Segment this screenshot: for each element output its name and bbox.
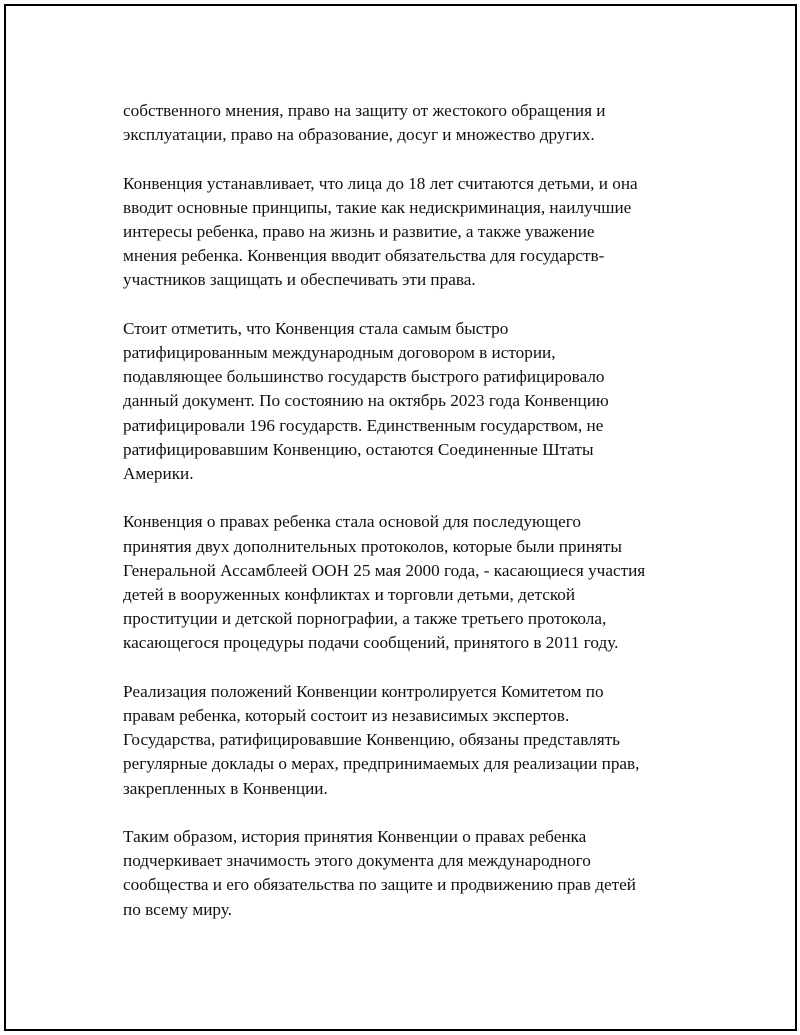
paragraph: Конвенция о правах ребенка стала основой для последующего принятия двух дополнительных протоколов, которые были приняты Генеральной Ассамблеей ООН 25 мая 2000 года, - касающиеся участия детей в вооруженных конфликтах и торговли детьми, детской проституции и детской порнографии, а также третьего протокола, касающегося процедуры подачи сообщений, принятого в 2011 году. xyxy=(123,512,646,653)
paragraph: Реализация положений Конвенции контролируется Комитетом по правам ребенка, который состоит из независимых экспертов. Государства, ратифицировавшие Конвенцию, обязаны представлять регулярные доклады о мерах, предпринимаемых для реализации прав, закрепленных в Конвенции. xyxy=(123,681,640,798)
paragraph: Стоит отметить, что Конвенция стала самым быстро ратифицированным международным договором в истории, подавляющее большинство государств быстрого ратифицировало данный документ. По состоянию на октябрь 2023 года Конвенцию ратифицировали 196 государств. Единственным государством, не ратифицировавшим Конвенцию, остаются Соединенные Штаты Америки. xyxy=(123,318,609,484)
paragraph: Таким образом, история принятия Конвенции о правах ребенка подчеркивает значимость этого документа для международного сообщества и его обязательства по защите и продвижению прав детей по всему миру. xyxy=(123,827,636,919)
paragraph: Конвенция устанавливает, что лица до 18 лет считаются детьми, и она вводит основные принципы, такие как недискриминация, наилучшие интересы ребенка, право на жизнь и развитие, а также уважение мнения ребенка. Конвенция вводит обязательства для государств- участников защищать и обеспечивать эти права. xyxy=(123,173,638,290)
page-border xyxy=(4,4,797,1031)
paragraph: собственного мнения, право на защиту от жестокого обращения и эксплуатации, право на образование, досуг и множество других. xyxy=(123,101,606,145)
document-body xyxy=(123,99,703,946)
